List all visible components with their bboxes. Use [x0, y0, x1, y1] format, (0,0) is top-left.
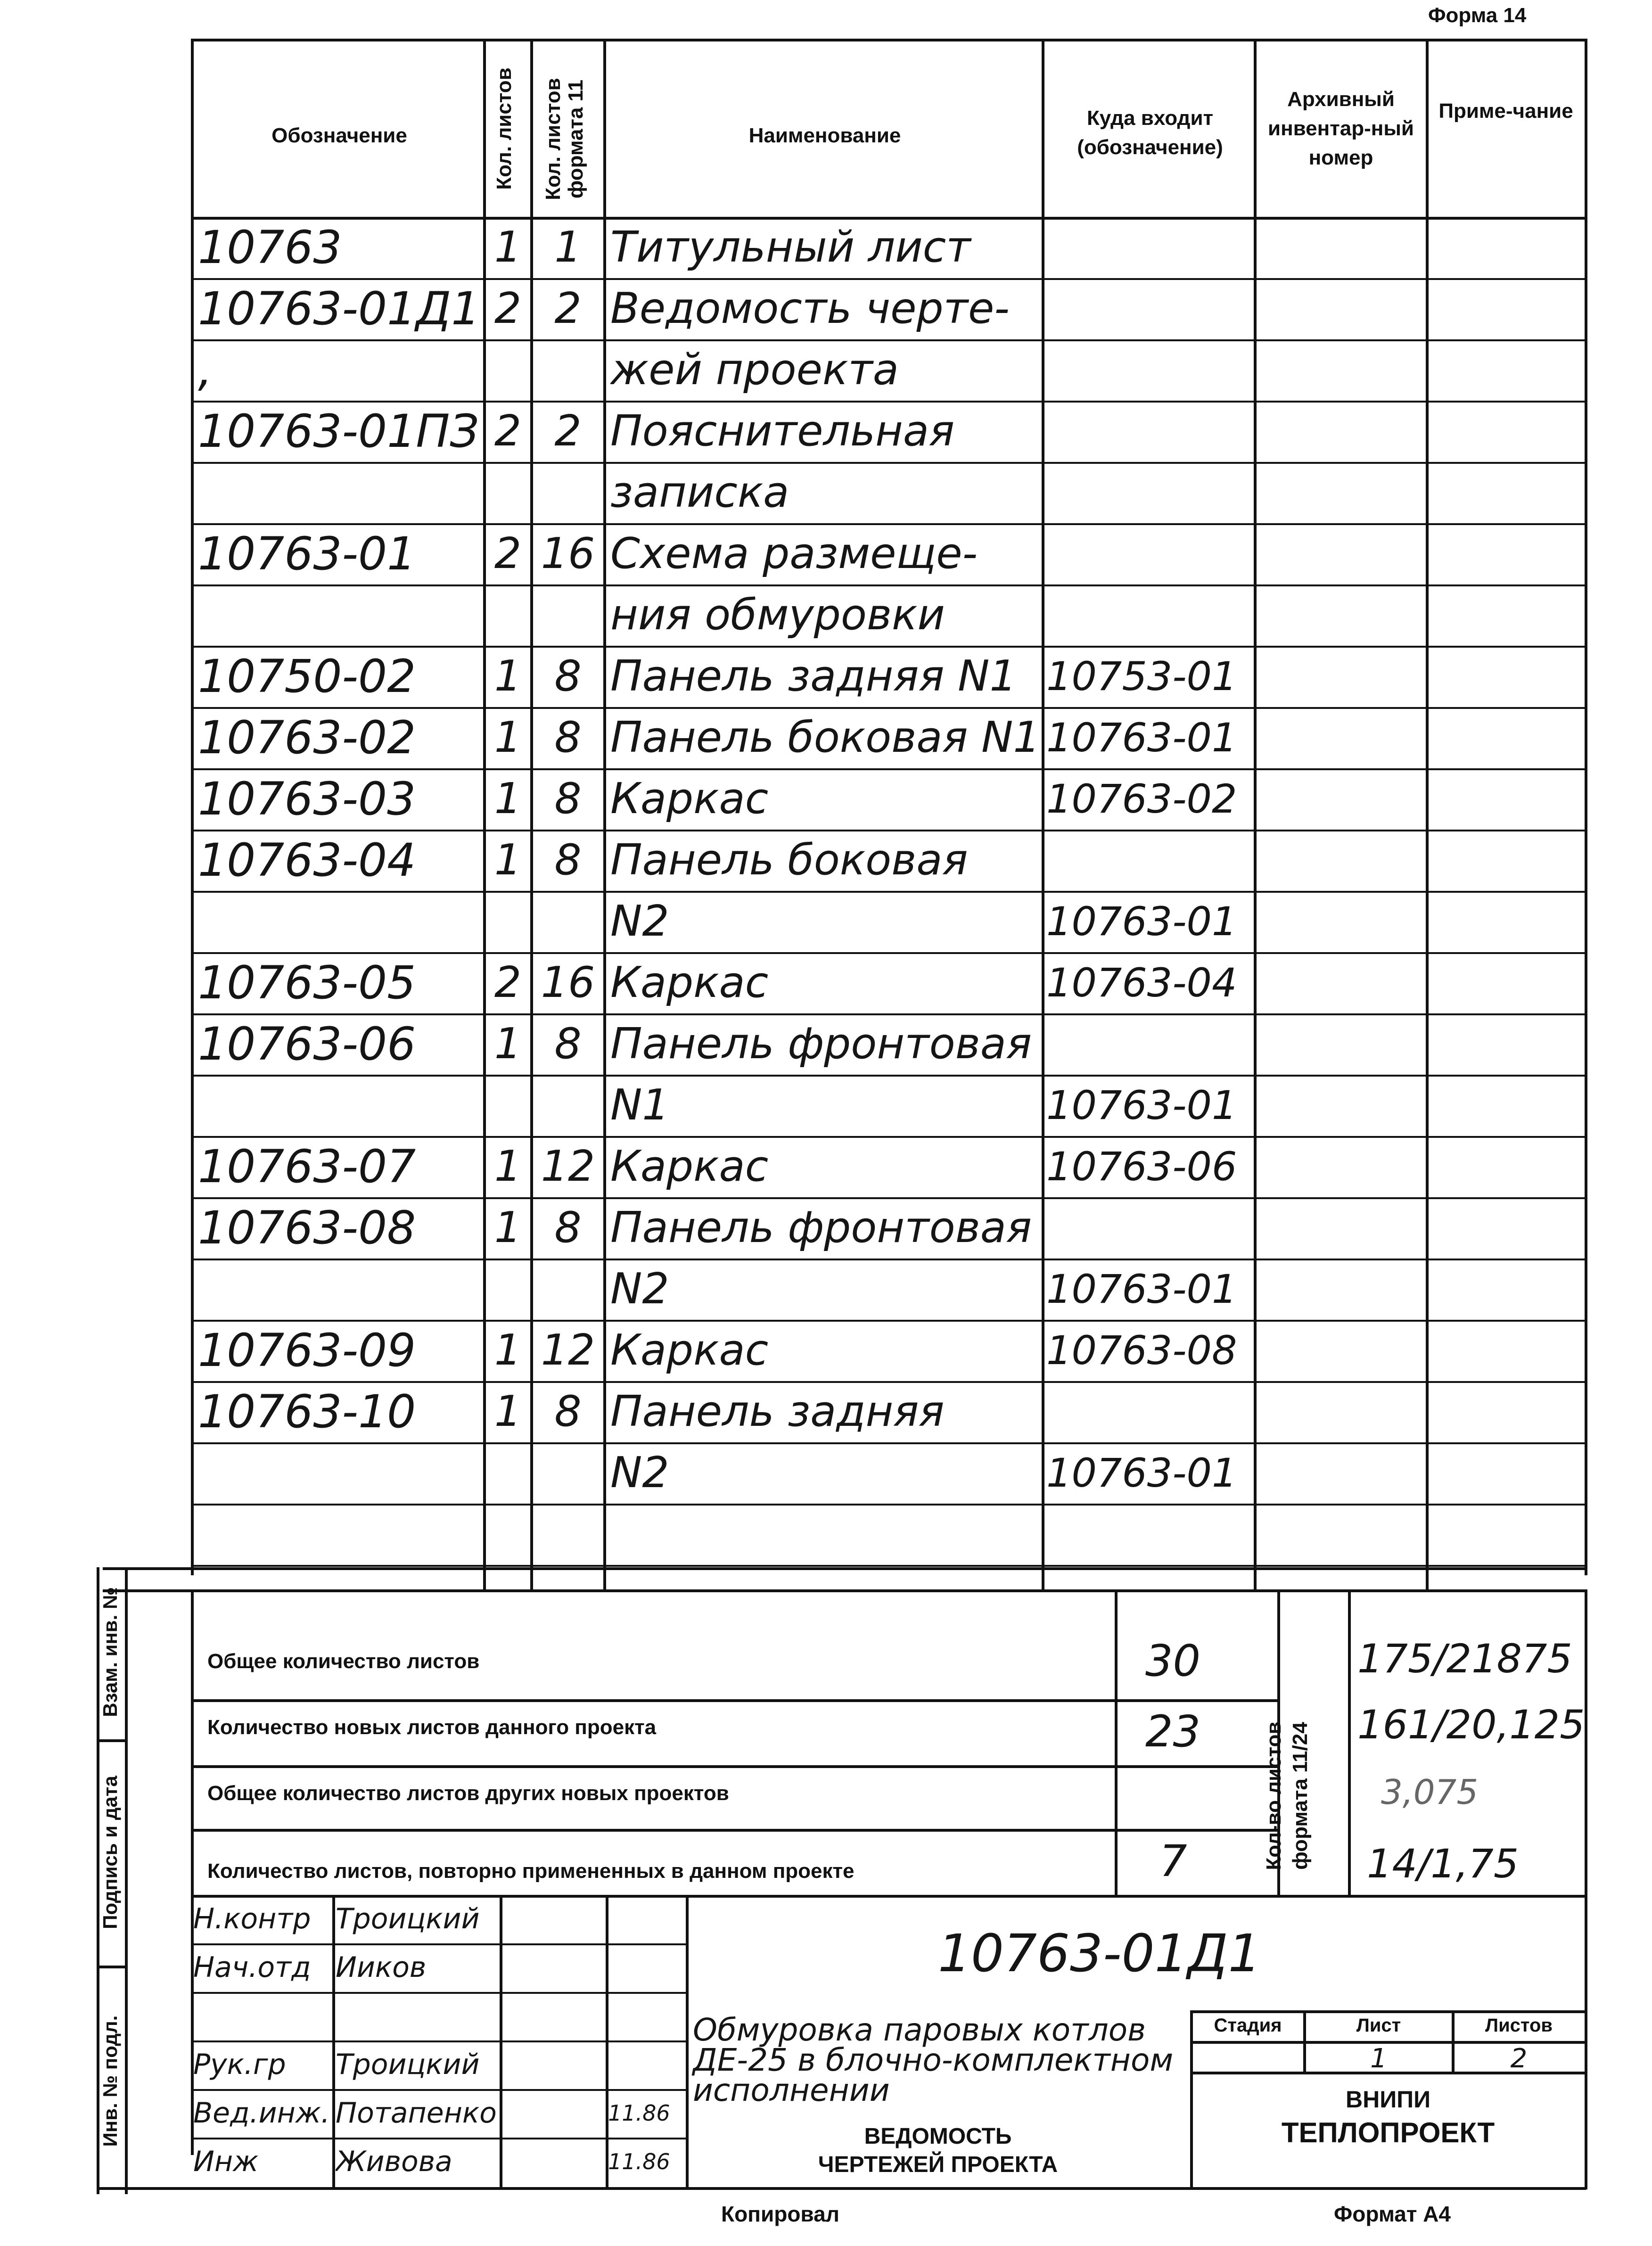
cell-designation	[198, 462, 481, 523]
form-label: Форма 14	[1428, 4, 1527, 27]
cell-designation: 10763-10	[198, 1385, 416, 1438]
cell-used-in: 10763-06	[1046, 1144, 1237, 1190]
reused-sheets-format: 14/1,75	[1367, 1841, 1519, 1887]
signature-date	[608, 1895, 683, 1943]
cell-format-sheets	[533, 1442, 603, 1504]
cell-name: Пояснительная	[610, 406, 955, 456]
cell-used-in: 10753-01	[1046, 653, 1237, 699]
side-inv-original-label: Инв. № подл.	[99, 2015, 121, 2147]
cell-designation	[198, 584, 481, 646]
cell-designation: 10750-02	[198, 650, 416, 703]
cell-format-sheets: 2	[554, 284, 582, 333]
cell-sheets: 1	[494, 1387, 522, 1436]
cell-sheets: 1	[494, 1325, 522, 1375]
signature-role: Инж	[193, 2145, 259, 2178]
cell-name: Панель боковая	[610, 835, 968, 885]
sheet-label: Лист	[1356, 2015, 1401, 2036]
cell-sheets: 1	[494, 1203, 522, 1252]
cell-designation: 10763-06	[198, 1018, 416, 1070]
cell-used-in	[1046, 830, 1254, 891]
new-sheets-label: Количество новых листов данного проекта	[207, 1716, 657, 1739]
cell-format-sheets	[533, 339, 603, 401]
cell-used-in	[1046, 584, 1254, 646]
header-used-in: Куда входит (обозначение)	[1077, 107, 1223, 159]
cell-used-in: 10763-01	[1046, 898, 1237, 945]
header-sheet-count-format	[542, 47, 589, 231]
cell-designation: 10763-08	[198, 1201, 416, 1254]
sheet-value: 1	[1370, 2043, 1387, 2074]
cell-format-sheets	[533, 1075, 603, 1136]
cell-designation: 10763-09	[198, 1324, 416, 1377]
cell-format-sheets: 8	[554, 1387, 582, 1436]
signature-role	[193, 1992, 330, 2040]
cell-name: Панель боковая N1	[610, 713, 1040, 762]
total-sheets-value: 30	[1145, 1636, 1201, 1686]
cell-name: Панель задняя	[610, 1387, 945, 1436]
cell-used-in: 10763-01	[1046, 1450, 1237, 1496]
cell-designation	[198, 1442, 481, 1504]
doc-title-line2: ЧЕРТЕЖЕЙ ПРОЕКТА	[818, 2152, 1058, 2177]
cell-format-sheets: 8	[554, 713, 582, 762]
cell-used-in	[1046, 278, 1254, 339]
cell-format-sheets	[533, 462, 603, 523]
new-sheets-value: 23	[1145, 1706, 1201, 1757]
other-sheets-format: 3,075	[1381, 1772, 1479, 1812]
signature-role: Н.контр	[193, 1902, 311, 1935]
cell-sheets: 2	[494, 958, 522, 1007]
cell-used-in	[1046, 523, 1254, 584]
cell-used-in: 10763-01	[1046, 1266, 1237, 1312]
cell-used-in	[1046, 1013, 1254, 1075]
cell-name: N1	[610, 1080, 669, 1130]
cell-format-sheets: 8	[554, 651, 582, 701]
signature-date	[608, 1992, 683, 2040]
cell-designation: ,	[198, 344, 213, 396]
cell-designation: 10763-01	[198, 527, 416, 580]
cell-sheets: 1	[494, 222, 522, 272]
cell-used-in	[1046, 401, 1254, 462]
signature-name: Живова	[336, 2145, 452, 2178]
side-replace-label: Взам. инв. №	[99, 1587, 121, 1717]
cell-sheets	[485, 584, 530, 646]
stage-label: Стадия	[1214, 2015, 1282, 2036]
project-description: Обмуровка паровых котлов ДЕ-25 в блочно-комплектном исполнении	[693, 2012, 1174, 2108]
cell-designation: 10763-01Д1	[198, 282, 480, 335]
cell-sheets	[485, 891, 530, 952]
signature-role: Вед.инж.	[193, 2097, 330, 2130]
cell-format-sheets: 1	[554, 222, 582, 272]
cell-sheets: 1	[494, 1142, 522, 1191]
cell-name: Титульный лист	[610, 222, 971, 272]
cell-designation: 10763-03	[198, 773, 416, 825]
cell-used-in: 10763-01	[1046, 715, 1237, 761]
other-sheets-label: Общее количество листов других новых проектов	[207, 1782, 729, 1805]
cell-designation	[198, 1075, 481, 1136]
cell-name: N2	[610, 1264, 669, 1314]
reused-sheets-label: Количество листов, повторно примененных в данном проекте	[207, 1859, 855, 1883]
cell-used-in: 10763-02	[1046, 776, 1237, 822]
cell-name: Каркас	[610, 1325, 769, 1375]
cell-name: Каркас	[610, 958, 769, 1007]
header-designation: Обозначение	[271, 124, 407, 147]
cell-sheets: 1	[494, 1019, 522, 1069]
cell-name: Панель фронтовая	[610, 1019, 1032, 1069]
cell-designation: 10763-02	[198, 711, 416, 764]
cell-sheets	[485, 339, 530, 401]
cell-sheets: 1	[494, 774, 522, 823]
cell-designation: 10763-04	[198, 834, 416, 887]
footer-format: Формат А4	[1334, 2202, 1451, 2226]
doc-title-line1: ВЕДОМОСТЬ	[864, 2124, 1012, 2149]
cell-sheets	[485, 1442, 530, 1504]
signature-role: Рук.гр	[193, 2048, 286, 2081]
signature-name: Ииков	[336, 1951, 427, 1984]
cell-used-in	[1046, 462, 1254, 523]
format-vertical-label: Кол-во листов формата 11/24	[1262, 1721, 1312, 1870]
sheets-value: 2	[1510, 2043, 1528, 2074]
cell-name: Каркас	[610, 1142, 769, 1191]
header-name: Наименование	[748, 124, 901, 147]
cell-format-sheets: 16	[541, 958, 595, 1007]
cell-used-in: 10763-04	[1046, 960, 1237, 1006]
cell-used-in: 10763-01	[1046, 1082, 1237, 1128]
cell-name: Ведомость черте-	[610, 284, 1010, 333]
cell-format-sheets: 8	[554, 1203, 582, 1252]
cell-used-in: 10763-08	[1046, 1327, 1237, 1374]
cell-sheets: 2	[494, 406, 522, 456]
cell-sheets	[485, 1259, 530, 1320]
signature-date	[608, 2040, 683, 2089]
cell-name: Панель фронтовая	[610, 1203, 1032, 1252]
cell-used-in	[1046, 1504, 1254, 1565]
cell-name: Каркас	[610, 774, 769, 823]
signature-date: 11.86	[608, 2149, 670, 2174]
cell-format-sheets: 12	[541, 1142, 595, 1191]
new-sheets-format: 161/20,125	[1357, 1702, 1585, 1748]
cell-used-in	[1046, 217, 1254, 278]
cell-format-sheets: 16	[541, 529, 595, 578]
cell-name: N2	[610, 1448, 669, 1497]
cell-designation	[198, 891, 481, 952]
cell-designation	[198, 1259, 481, 1320]
doc-number: 10763-01Д1	[938, 1923, 1261, 1983]
cell-sheets: 1	[494, 835, 522, 885]
cell-designation	[198, 1504, 481, 1565]
row-divider	[191, 1565, 1586, 1567]
cell-format-sheets	[533, 891, 603, 952]
cell-format-sheets: 8	[554, 1019, 582, 1069]
header-sheet-count-format-text: Кол. листов формата 11	[542, 78, 587, 200]
cell-sheets: 1	[494, 651, 522, 701]
signature-date: 11.86	[608, 2100, 670, 2126]
header-archive-number: Архивный инвентар-ный номер	[1268, 88, 1414, 169]
footer-copied: Копировал	[721, 2202, 839, 2226]
cell-sheets: 2	[494, 529, 522, 578]
sheets-label: Листов	[1485, 2015, 1553, 2036]
cell-name: ния обмуровки	[610, 590, 945, 640]
signature-name: Потапенко	[336, 2097, 497, 2130]
signature-name: Троицкий	[336, 2048, 480, 2081]
header-sheet-count: Кол. листов	[493, 67, 516, 190]
signature-date	[608, 1943, 683, 1992]
cell-designation: 10763-01ПЗ	[198, 405, 479, 458]
signature-role: Нач.отд	[193, 1951, 311, 1984]
cell-name: Схема размеще-	[610, 529, 978, 578]
side-sign-date-label: Подпись и дата	[99, 1776, 121, 1929]
cell-name: записка	[610, 468, 789, 517]
cell-used-in	[1046, 339, 1254, 401]
cell-name: N2	[610, 897, 669, 946]
cell-name: жей проекта	[610, 345, 899, 395]
cell-sheets	[485, 462, 530, 523]
cell-format-sheets: 8	[554, 835, 582, 885]
cell-format-sheets	[533, 1504, 603, 1565]
cell-format-sheets: 8	[554, 774, 582, 823]
cell-designation: 10763-05	[198, 956, 416, 1009]
cell-name: Панель задняя N1	[610, 651, 1017, 701]
cell-sheets	[485, 1504, 530, 1565]
signature-name: Троицкий	[336, 1902, 480, 1935]
cell-format-sheets: 2	[554, 406, 582, 456]
cell-name	[610, 1504, 1042, 1565]
cell-sheets: 2	[494, 284, 522, 333]
total-sheets-label: Общее количество листов	[207, 1650, 480, 1673]
cell-sheets: 1	[494, 713, 522, 762]
cell-designation: 10763	[198, 221, 342, 274]
cell-designation: 10763-07	[198, 1140, 416, 1193]
org-line1: ВНИПИ	[1345, 2086, 1431, 2113]
cell-used-in	[1046, 1197, 1254, 1259]
org-line2: ТЕПЛОПРОЕКТ	[1281, 2117, 1495, 2148]
cell-format-sheets: 12	[541, 1325, 595, 1375]
cell-format-sheets	[533, 584, 603, 646]
header-note: Приме-чание	[1438, 99, 1573, 123]
cell-sheets	[485, 1075, 530, 1136]
cell-used-in	[1046, 1381, 1254, 1442]
cell-format-sheets	[533, 1259, 603, 1320]
signature-name	[336, 1992, 498, 2040]
reused-sheets-value: 7	[1159, 1836, 1187, 1886]
total-sheets-format: 175/21875	[1357, 1636, 1572, 1682]
